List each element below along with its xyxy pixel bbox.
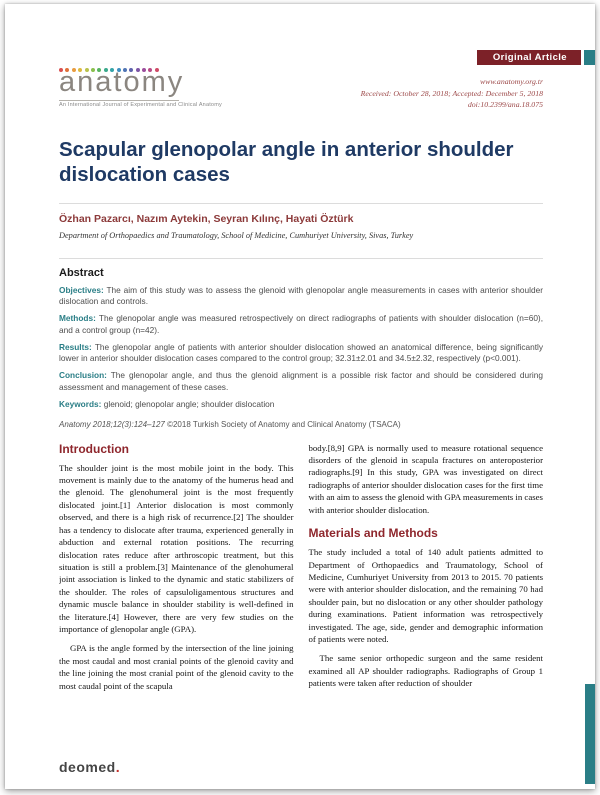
left-column (59, 442, 294, 699)
doi: doi:10.2399/ana.18.075 (467, 100, 543, 109)
journal-logo (59, 60, 222, 109)
abstract-results (59, 342, 543, 366)
abstract-keywords-label: Keywords: (59, 398, 102, 409)
abstract-conclusion-label: Conclusion: (59, 370, 107, 381)
abstract-heading: Abstract (59, 266, 104, 279)
authors-block (59, 203, 543, 240)
banner-accent-block (584, 50, 595, 65)
introduction-continuation-paragraph: body.[8,9] GPA is normally used to measure rotational sequence disorders of the glenoid in scapula fractures on anteroposterior radiographs.[9] In this study, GPA was investigated on direct radiographs of anterior shoulder dislocation cases for the first time with an aim to assess the glenoid with GPA measurements in cases with anterior shoulder dislocation. (308, 442, 543, 515)
journal-page (5, 4, 595, 789)
abstract-objectives (59, 285, 543, 309)
citation-journal: Anatomy 2018;12(3):124–127 (59, 419, 165, 429)
abstract-methods (59, 313, 543, 337)
journal-wordmark: anatomy (59, 66, 185, 98)
abstract-methods-label: Methods: (59, 313, 96, 324)
abstract-objectives-label: Objectives: (59, 284, 104, 295)
methods-paragraph-1: The study included a total of 140 adult patients admitted to Department of Orthopaedics and Traumatology, School of Medicine, Cumhuriyet University from 2013 to 2015. 70 patients were with anterior shoulder dislocation, and the remaining 70 had shoulder pain, but no dislocation or any other shoulder pathology during examinations. Patient information was retrospectively investigated. The age, side, gender and demographic information of patients were noted. (308, 547, 543, 644)
methods-heading: Materials and Methods (308, 526, 438, 541)
article-title: Scapular glenopolar angle in anterior shoulder dislocation cases (59, 137, 514, 186)
journal-subtitle: An International Journal of Experimental and Clinical Anatomy (59, 102, 222, 108)
abstract-results-text: The glenopolar angle of patients with anterior shoulder dislocation showed an anatomical difference, being significantly lower in anterior shoulder dislocation cases compared to the control group; 32.31±2.01 and 34.5±2.32, respectively (p<0.001). (59, 341, 544, 364)
article-type-banner (477, 50, 595, 65)
article-type-label: Original Article (477, 50, 581, 65)
introduction-paragraph-1: The shoulder joint is the most mobile joint in the body. This movement is mainly due to the anatomy of the humerus head and the glenoid. The glenohumeral joint is the most frequently dislocated joint.[1] Anterior dislocation is most commonly observed, and there is a high risk of recurrence.[2] The shoulder has a tendency to dislocate after trauma, experienced generally in abduction and external rotation positions. The recurring dislocation rates reduce after arthroscopic treatment, but this situation is still a problem.[3] Maintenance of the glenohumeral joint association is linked to the dynamic and static stabilizers of the shoulder. The roles of capsuloligamentous structures and dynamic muscle balance in shoulder stability is well-defined in the literature.[4] However, there are very few studies on the importance of glenopolar angle (GPA). (59, 462, 294, 634)
abstract-objectives-text: The aim of this study was to assess the glenoid with glenopolar angle measurements in cases with anterior shoulder dislocation and controls. (59, 284, 543, 307)
page-header (59, 4, 543, 111)
introduction-heading: Introduction (59, 441, 129, 456)
publisher-name: deomed (59, 759, 116, 775)
header-meta (361, 76, 543, 111)
abstract-conclusion-text: The glenopolar angle, and thus the glenoid alignment is a possible risk factor and should be considered during assessment and management of these cases. (59, 370, 543, 393)
abstract-results-label: Results: (59, 341, 92, 352)
journal-website: www.anatomy.org.tr (479, 77, 543, 86)
abstract-methods-text: The glenopolar angle was measured retrospectively on direct radiographs of patients with shoulder dislocation (n=60), and a control group (n=42). (59, 313, 544, 335)
abstract-keywords-text: glenoid; glenopolar angle; shoulder dislocation (103, 398, 275, 409)
right-column (309, 442, 544, 699)
introduction-paragraph-2: GPA is the angle formed by the intersection of the line joining the most caudal and most cranial points of the glenoid cavity and the line joining the most cranial point of the glenoid cavity to the most caudal point of the scapula (59, 643, 294, 691)
abstract-keywords (59, 399, 543, 411)
citation-copyright: ©2018 Turkish Society of Anatomy and Clinical Anatomy (TSACA) (164, 419, 401, 429)
body-columns (59, 442, 543, 699)
authors: Özhan Pazarcı, Nazım Aytekin, Seyran Kılınç, Hayati Öztürk (59, 212, 354, 225)
methods-paragraph-2: The same senior orthopedic surgeon and the same resident examined all AP shoulder radiographs. Radiographs of Group 1 patients were taken after reduction of shoulder (308, 653, 543, 689)
received-accepted-dates: Received: October 28, 2018; Accepted: December 5, 2018 (360, 88, 543, 98)
publisher-logo (59, 759, 128, 775)
logo-divider (59, 100, 179, 101)
publisher-logo-dot: . (115, 759, 121, 775)
abstract-section (59, 258, 543, 429)
side-accent-bar (585, 684, 595, 784)
affiliation: Department of Orthopaedics and Traumatology, School of Medicine, Cumhuriyet University, Sivas, Turkey (59, 230, 414, 240)
abstract-conclusion (59, 370, 543, 394)
citation-line (59, 420, 543, 429)
